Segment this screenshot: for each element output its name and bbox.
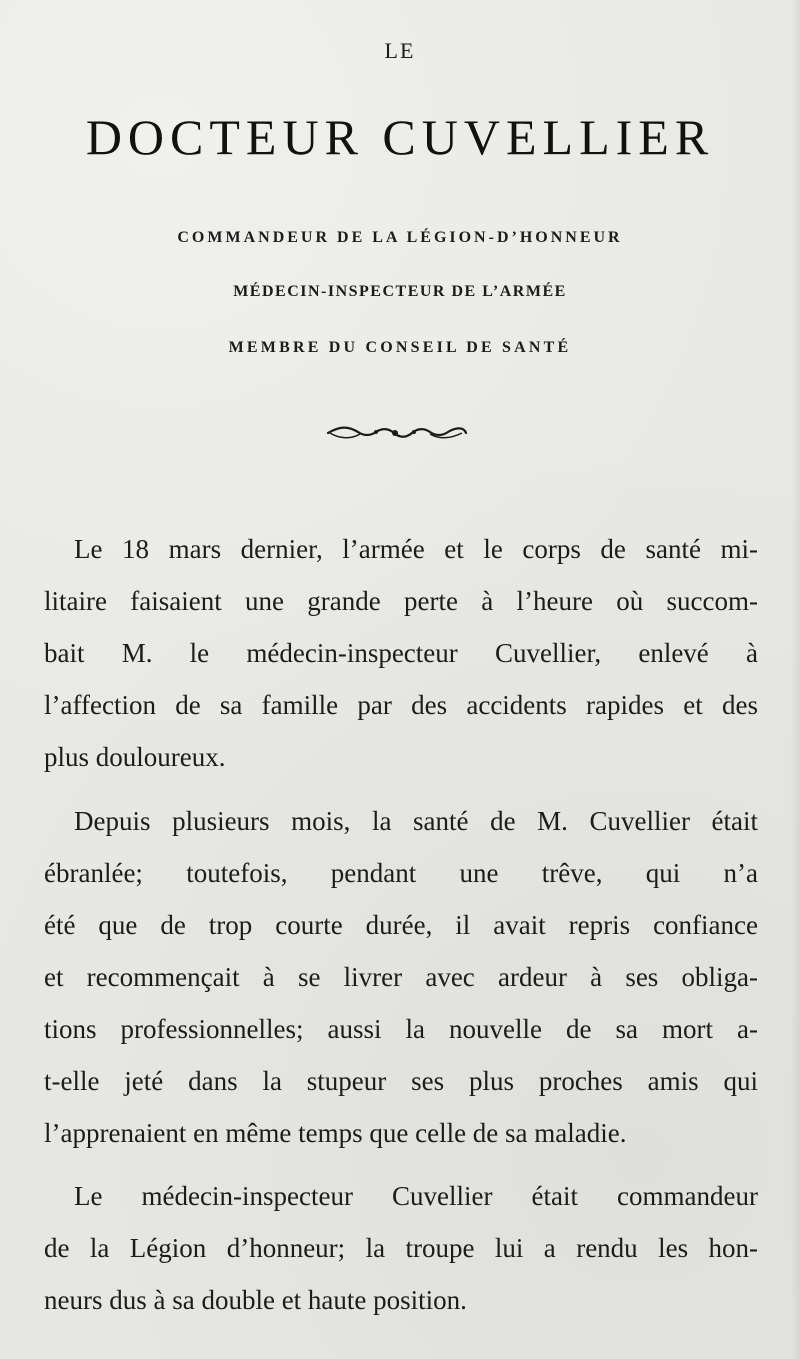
p2-line-1: Depuis plusieurs mois, la santé de M. Cuvellier était — [74, 806, 758, 836]
paragraph-1 — [44, 523, 758, 783]
page-title: DOCTEUR CUVELLIER — [85, 109, 715, 165]
p3-line-3: neurs dus à sa double et haute position. — [44, 1285, 467, 1315]
subtitle-medecin-inspecteur: MÉDECIN-INSPECTEUR DE L’ARMÉE — [233, 283, 567, 300]
p2-line-7: l’apprenaient en même temps que celle de sa maladie. — [44, 1118, 627, 1148]
p2-line-4: et recommençait à se livrer avec ardeur à ses obliga- — [44, 962, 758, 992]
p1-line-1: Le 18 mars dernier, l’armée et le corps de santé mi- — [74, 534, 758, 564]
subtitle-commandeur: COMMANDEUR DE LA LÉGION-D’HONNEUR — [177, 229, 623, 246]
p1-line-5: plus douloureux. — [44, 742, 226, 772]
header-top-word: LE — [384, 38, 416, 63]
p3-line-1: Le médecin-inspecteur Cuvellier était commandeur — [74, 1181, 758, 1211]
paragraph-3 — [44, 1170, 758, 1326]
p2-line-2: ébranlée; toutefois, pendant une trêve, qui n’a — [44, 858, 758, 888]
page-edge-shadow — [790, 0, 800, 1359]
p1-line-3: bait M. le médecin-inspecteur Cuvellier, enlevé à — [44, 638, 758, 668]
p1-line-2: litaire faisaient une grande perte à l’heure où succom- — [44, 586, 758, 616]
p1-line-4: l’affection de sa famille par des accidents rapides et des — [44, 690, 758, 720]
subtitle-conseil-sante: MEMBRE DU CONSEIL DE SANTÉ — [228, 339, 572, 356]
p3-line-2: de la Légion d’honneur; la troupe lui a rendu les hon- — [44, 1233, 758, 1263]
p2-line-6: t-elle jeté dans la stupeur ses plus proches amis qui — [44, 1066, 758, 1096]
paragraph-2 — [44, 795, 758, 1159]
scroll-ornament-icon — [320, 420, 470, 446]
p2-line-5: tions professionnelles; aussi la nouvelle de sa mort a- — [44, 1014, 758, 1044]
p2-line-3: été que de trop courte durée, il avait repris confiance — [44, 910, 758, 940]
